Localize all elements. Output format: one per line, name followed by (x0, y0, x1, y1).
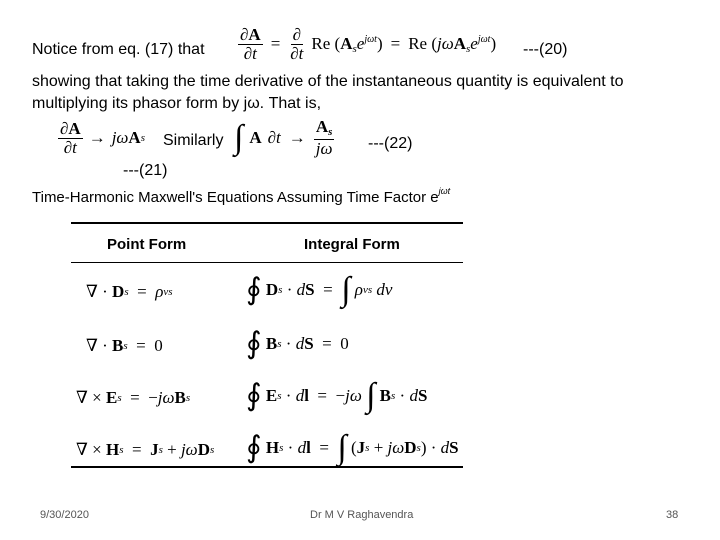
equation-20: $\frac{\partial A}{\partial t}$ = $\frac{\partial}{\partial t}$ Re $(A_se^{j\omega t})$ = Re $(j\omega A_se^{j\omega t})$ (240, 25, 497, 63)
equation-21: $\frac{\partial A}{\partial t}$ → jω A s (60, 119, 145, 157)
integral-form-faraday: ∮ E s · d l = − jω ∫ B s · d S (246, 376, 428, 414)
footer-date: 9/30/2020 (40, 509, 89, 521)
paragraph-line-1: showing that taking the time derivative of the instantaneous quantity is equivalent to (32, 73, 624, 90)
eq20-label: ---(20) (523, 41, 568, 58)
footer-author: Dr M V Raghavendra (310, 509, 414, 521)
point-form-faraday: ∇ × E s = − jω B s (76, 388, 191, 407)
integral-form-ampere: ∮ H s · d l = ∫ ( J s + jω D s ) · d S (246, 428, 459, 466)
similarly-text: Similarly (163, 132, 224, 149)
table-header-rule (71, 262, 463, 263)
equation-22: ∫ A ∂t → $\frac{A_s}{j\omega}$ (234, 117, 333, 158)
section-heading-superscript: jωt (438, 186, 451, 196)
footer-page-number: 38 (666, 509, 679, 521)
intro-text: Notice from eq. (17) that (32, 41, 205, 58)
integral-form-gauss-electric: ∮ D s · d S = ∫ ρ vs dv (246, 270, 393, 308)
integral-form-gauss-magnetic: ∮ B s · d S = 0 (246, 327, 349, 360)
section-heading (32, 186, 450, 206)
point-form-ampere: ∇ × H s = J s + jω D s (76, 440, 215, 459)
point-form-gauss-magnetic: ∇ · B s = 0 (86, 336, 163, 355)
section-heading-text: Time-Harmonic Maxwell's Equations Assuming Time Factor e (32, 189, 439, 206)
table-header-point-form: Point Form (107, 236, 187, 253)
point-form-gauss-electric: ∇ · D s = ρ vs (86, 282, 173, 301)
table-top-rule (71, 222, 463, 224)
table-header-integral-form: Integral Form (304, 236, 400, 253)
eq22-label: ---(22) (368, 135, 413, 152)
eq21-label: ---(21) (123, 162, 168, 179)
table-bottom-rule (71, 466, 463, 468)
paragraph-line-2: multiplying its phasor form by jω. That is, (32, 95, 322, 112)
